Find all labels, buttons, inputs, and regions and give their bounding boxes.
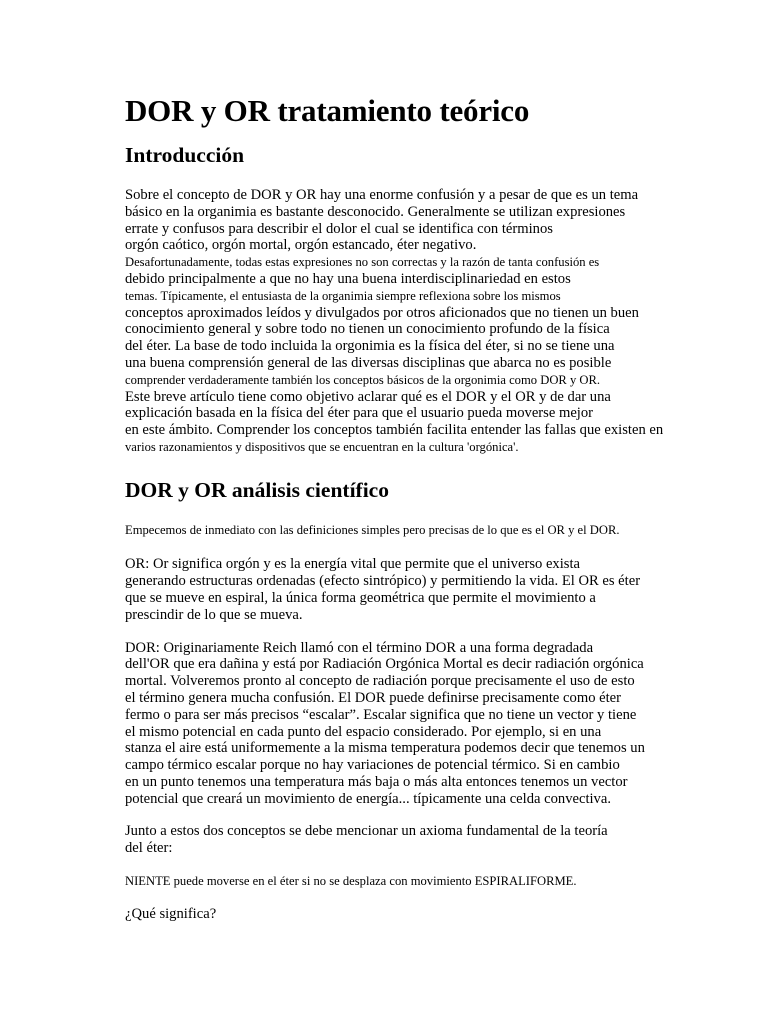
- text-line: el mismo potencial en cada punto del espacio considerado. Por ejemplo, si en una: [125, 723, 602, 740]
- text-line: mortal. Volveremos pronto al concepto de radiación porque precisamente el uso de esto: [125, 673, 635, 690]
- text-line: en este ámbito. Comprender los conceptos también facilita entender las fallas que existen en: [125, 422, 664, 439]
- text-line: del éter. La base de todo incluida la orgonimia es la física del éter, si no se tiene una: [125, 338, 615, 355]
- text-line: NIENTE puede moverse en el éter si no se desplaza con movimiento ESPIRALIFORME.: [125, 874, 577, 889]
- text-line: campo térmico escalar porque no hay variaciones de potencial térmico. Si en cambio: [125, 757, 620, 774]
- text-line: básico en la organimia es bastante desconocido. Generalmente se utilizan expresiones: [125, 203, 626, 220]
- text-line: el término genera mucha confusión. El DOR puede definirse precisamente como éter: [125, 689, 622, 706]
- intro-paragraph: [125, 187, 728, 456]
- text-line: debido principalmente a que no hay una buena interdisciplinariedad en estos: [125, 270, 571, 287]
- text-line: Sobre el concepto de DOR y OR hay una enorme confusión y a pesar de que es un tema: [125, 186, 639, 203]
- text-line: OR: Or significa orgón y es la energía vital que permite que el universo exista: [125, 556, 580, 573]
- axiom-paragraph: [125, 823, 728, 857]
- text-line: dell'OR que era dañina y está por Radiación Orgónica Mortal es decir radiación orgónica: [125, 656, 644, 673]
- definitions-intro: [125, 522, 728, 539]
- section-heading-introduccion: Introducción: [125, 143, 245, 168]
- text-line: fermo o para ser más precisos “escalar”. Escalar significa que no tiene un vector y tiene: [125, 706, 637, 723]
- question-line: [125, 906, 728, 923]
- text-line: Junto a estos dos conceptos se debe mencionar un axioma fundamental de la teoría: [125, 823, 608, 840]
- text-line: una buena comprensión general de las diversas disciplinas que abarca no es posible: [125, 354, 612, 371]
- text-line: orgón caótico, orgón mortal, orgón estancado, éter negativo.: [125, 237, 477, 254]
- text-line: temas. Típicamente, el entusiasta de la organimia siempre reflexiona sobre los mismos: [125, 288, 561, 303]
- section-heading-analisis: DOR y OR análisis científico: [125, 477, 389, 502]
- document-title: DOR y OR tratamiento teórico: [125, 93, 530, 128]
- text-line: conocimiento general y sobre todo no tienen un conocimiento profundo de la física: [125, 321, 610, 338]
- text-line: ¿Qué significa?: [125, 905, 217, 922]
- text-line: potencial que creará un movimiento de energía... típicamente una celda convectiva.: [125, 790, 611, 807]
- or-definition-paragraph: [125, 556, 728, 623]
- text-line: errate y confusos para describir el dolor el cual se identifica con términos: [125, 220, 553, 237]
- text-line: Empecemos de inmediato con las definiciones simples pero precisas de lo que es el OR y el DOR.: [125, 522, 620, 537]
- text-line: varios razonamientos y dispositivos que se encuentran en la cultura 'orgónica'.: [125, 439, 519, 454]
- text-line: que se mueve en espiral, la única forma geométrica que permite el movimiento a: [125, 589, 596, 606]
- text-line: en un punto tenemos una temperatura más baja o más alta entonces tenemos un vector: [125, 773, 628, 790]
- text-line: generando estructuras ordenadas (efecto sintrópico) y permitiendo la vida. El OR es éter: [125, 573, 641, 590]
- dor-definition-paragraph: [125, 640, 728, 808]
- text-line: explicación basada en la física del éter para que el usuario pueda moverse mejor: [125, 405, 594, 422]
- text-line: Desafortunadamente, todas estas expresiones no son correctas y la razón de tanta confusión es: [125, 255, 600, 270]
- text-line: del éter:: [125, 840, 173, 857]
- text-line: DOR: Originariamente Reich llamó con el término DOR a una forma degradada: [125, 639, 594, 656]
- axiom-statement: [125, 873, 728, 890]
- text-line: prescindir de lo que se mueva.: [125, 606, 303, 623]
- text-line: conceptos aproximados leídos y divulgados por otros aficionados que no tienen un buen: [125, 304, 639, 321]
- text-line: comprender verdaderamente también los conceptos básicos de la orgonimia como DOR y OR.: [125, 372, 601, 387]
- text-line: stanza el aire está uniformemente a la misma temperatura podemos decir que tenemos un: [125, 740, 645, 757]
- text-line: Este breve artículo tiene como objetivo aclarar qué es el DOR y el OR y de dar una: [125, 388, 611, 405]
